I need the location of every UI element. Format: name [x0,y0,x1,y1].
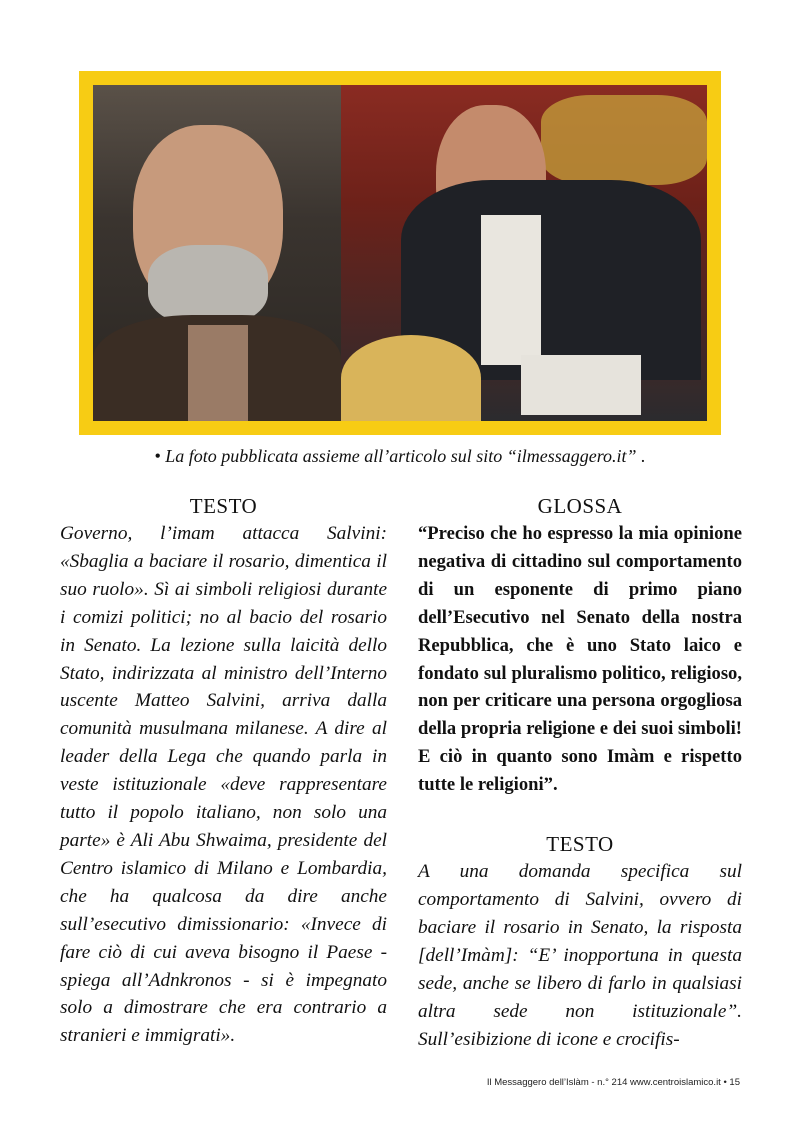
photo-caption: • La foto pubblicata assieme all’articolo sul sito “ilmessaggero.it” . [154,446,646,466]
salvini-photo [341,85,707,421]
glossa-body-text: “Preciso che ho espresso la mia opinione negativa di cittadino sul comportamento di un esponente di primo piano dell’Esecutivo nel Senato della nostra Repubblica, che è uno Stato laico e fondato sul pluralismo politico, religioso, non per criticare una persona orgogliosa della propria religione e dei suoi simboli! E ciò in quanto sono Imàm e rispetto tutte le religioni”. [418,523,742,796]
imam-photo [93,85,341,421]
glossa-heading: GLOSSA [537,494,623,518]
left-column [60,493,387,1050]
right-testo-heading: TESTO [546,832,614,857]
left-body-text: Governo, l’imam attacca Salvini: «Sbaglia a baciare il rosario, dimentica il suo ruolo». Sì ai simboli religiosi durante i comizi politici; no al bacio del rosario in Senato. La lezione sulla laicità dello Stato, indirizzata al ministro dell’Interno uscente Matteo Salvini, arriva dalla comunità musulmana milanese. A dire al leader della Lega che quando parla in veste istituzionale «deve rappresentare tutto il popolo italiano, non solo una parte» è Ali Abu Shwaima, presidente del Centro islamico di Milano e Lombardia, che ha qualcosa da dire anche sull’esecutivo dimissionario: «Invece di fare ciò di cui aveva bisogno il Paese - spiega all’Adnkronos - si è impegnato solo a dimostrare che era contrario a stranieri e immigrati». [60,523,387,1047]
right-testo-body-text: A una domanda specifica sul comportamento di Salvini, ovvero di baciare il rosario in Senato, la risposta [dell’Imàm]: “E’ inopportuna in questa sede, anche se libero di farlo in qualsiasi altra sede non istituzionale”. Sull’esibizione di icone e crocifis- [418,861,742,1050]
page-footer: Il Messaggero dell’Islàm - n.° 214 www.centroislamico.it • 15 [486,1077,740,1088]
left-heading: TESTO [189,494,258,518]
photo-frame [79,71,721,435]
right-column [418,493,742,1053]
